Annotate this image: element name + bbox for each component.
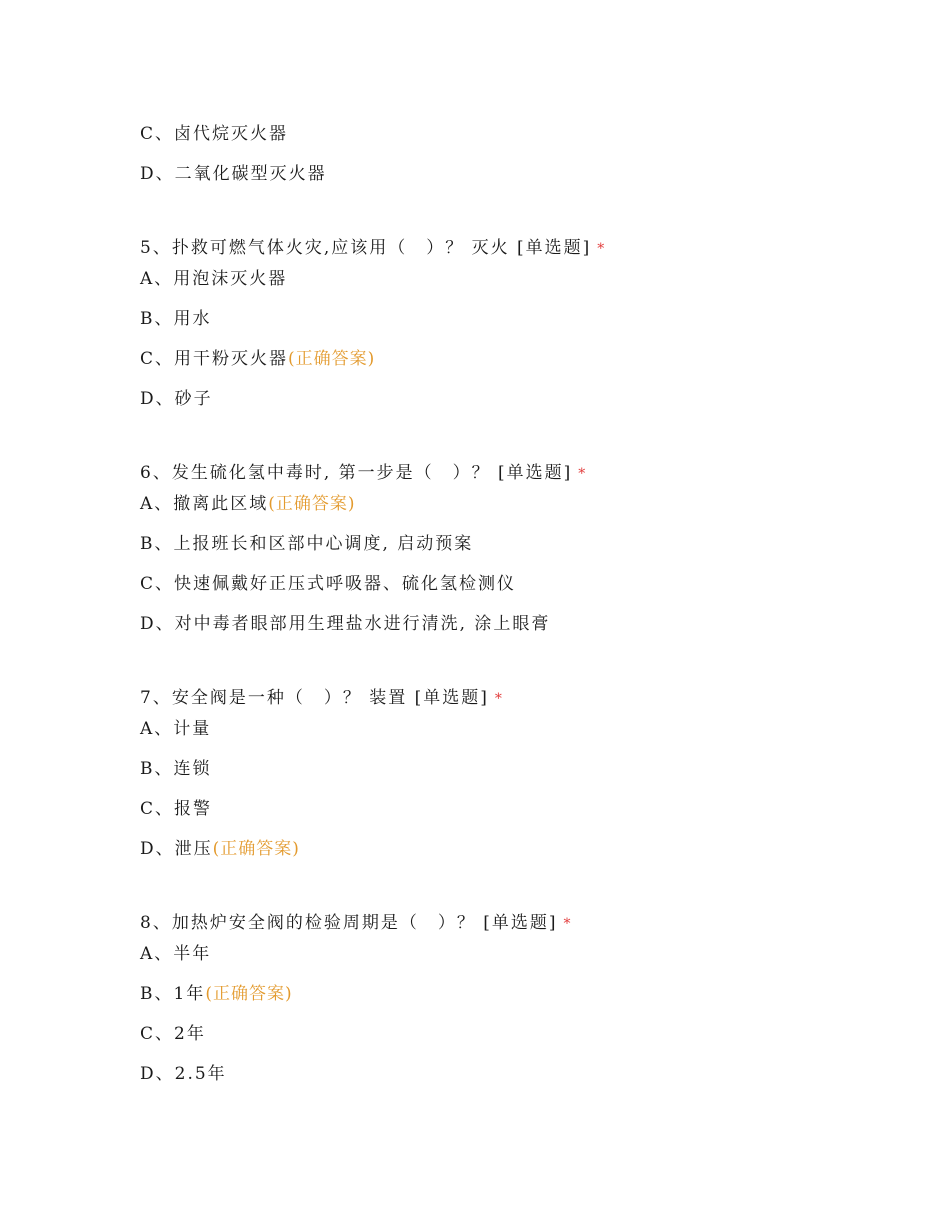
question-text: 5、扑救可燃气体火灾,应该用（ ）？ 灭火 [单选题] [140,238,592,258]
option-label: D、砂子 [140,389,213,409]
option-a [140,268,287,290]
option-b [140,308,212,330]
option-label: C、报警 [140,799,213,819]
option-d [140,613,550,635]
required-asterisk: * [563,916,571,932]
option-d [140,388,213,410]
question-text: 8、加热炉安全阀的检验周期是（ ）？ [单选题] [140,913,558,933]
correct-answer-tag: (正确答案) [205,984,293,1004]
option-label: C、卤代烷灭火器 [140,124,289,144]
option-c [140,123,288,145]
option-label: B、上报班长和区部中心调度, 启动预案 [140,534,474,554]
option-a [140,493,356,515]
option-label: C、用干粉灭火器 [140,349,289,369]
question-text: 7、安全阀是一种（ ）？ 装置 [单选题] [140,688,489,708]
option-label: D、2.5年 [140,1064,227,1084]
question-title-8 [140,912,570,935]
option-d [140,163,327,185]
option-c [140,798,212,820]
question-title-7 [140,687,502,710]
option-label: C、2年 [140,1024,206,1044]
option-label: A、半年 [140,944,212,964]
option-label: C、快速佩戴好正压式呼吸器、硫化氢检测仪 [140,574,517,594]
option-b [140,983,293,1005]
option-c [140,1023,206,1045]
question-title-6 [140,462,585,485]
option-label: B、连锁 [140,759,212,779]
option-label: A、计量 [140,719,212,739]
option-label: A、用泡沫灭火器 [140,269,288,289]
option-b [140,758,212,780]
correct-answer-tag: (正确答案) [288,349,376,369]
required-asterisk: * [494,691,502,707]
option-label: B、用水 [140,309,212,329]
option-a [140,718,211,740]
option-d [140,838,300,860]
option-label: D、泄压 [140,839,213,859]
option-c [140,348,375,370]
correct-answer-tag: (正确答案) [268,494,356,514]
required-asterisk: * [597,241,605,257]
option-label: B、1年 [140,984,206,1004]
option-c [140,573,516,595]
option-b [140,533,473,555]
option-label: D、对中毒者眼部用生理盐水进行清洗, 涂上眼膏 [140,614,551,634]
option-d [140,1063,227,1085]
option-label: A、撤离此区域 [140,494,269,514]
question-text: 6、发生硫化氢中毒时, 第一步是（ ）？ [单选题] [140,463,573,483]
option-a [140,943,211,965]
question-title-5 [140,237,604,260]
option-label: D、二氧化碳型灭火器 [140,164,327,184]
correct-answer-tag: (正确答案) [212,839,300,859]
required-asterisk: * [578,466,586,482]
